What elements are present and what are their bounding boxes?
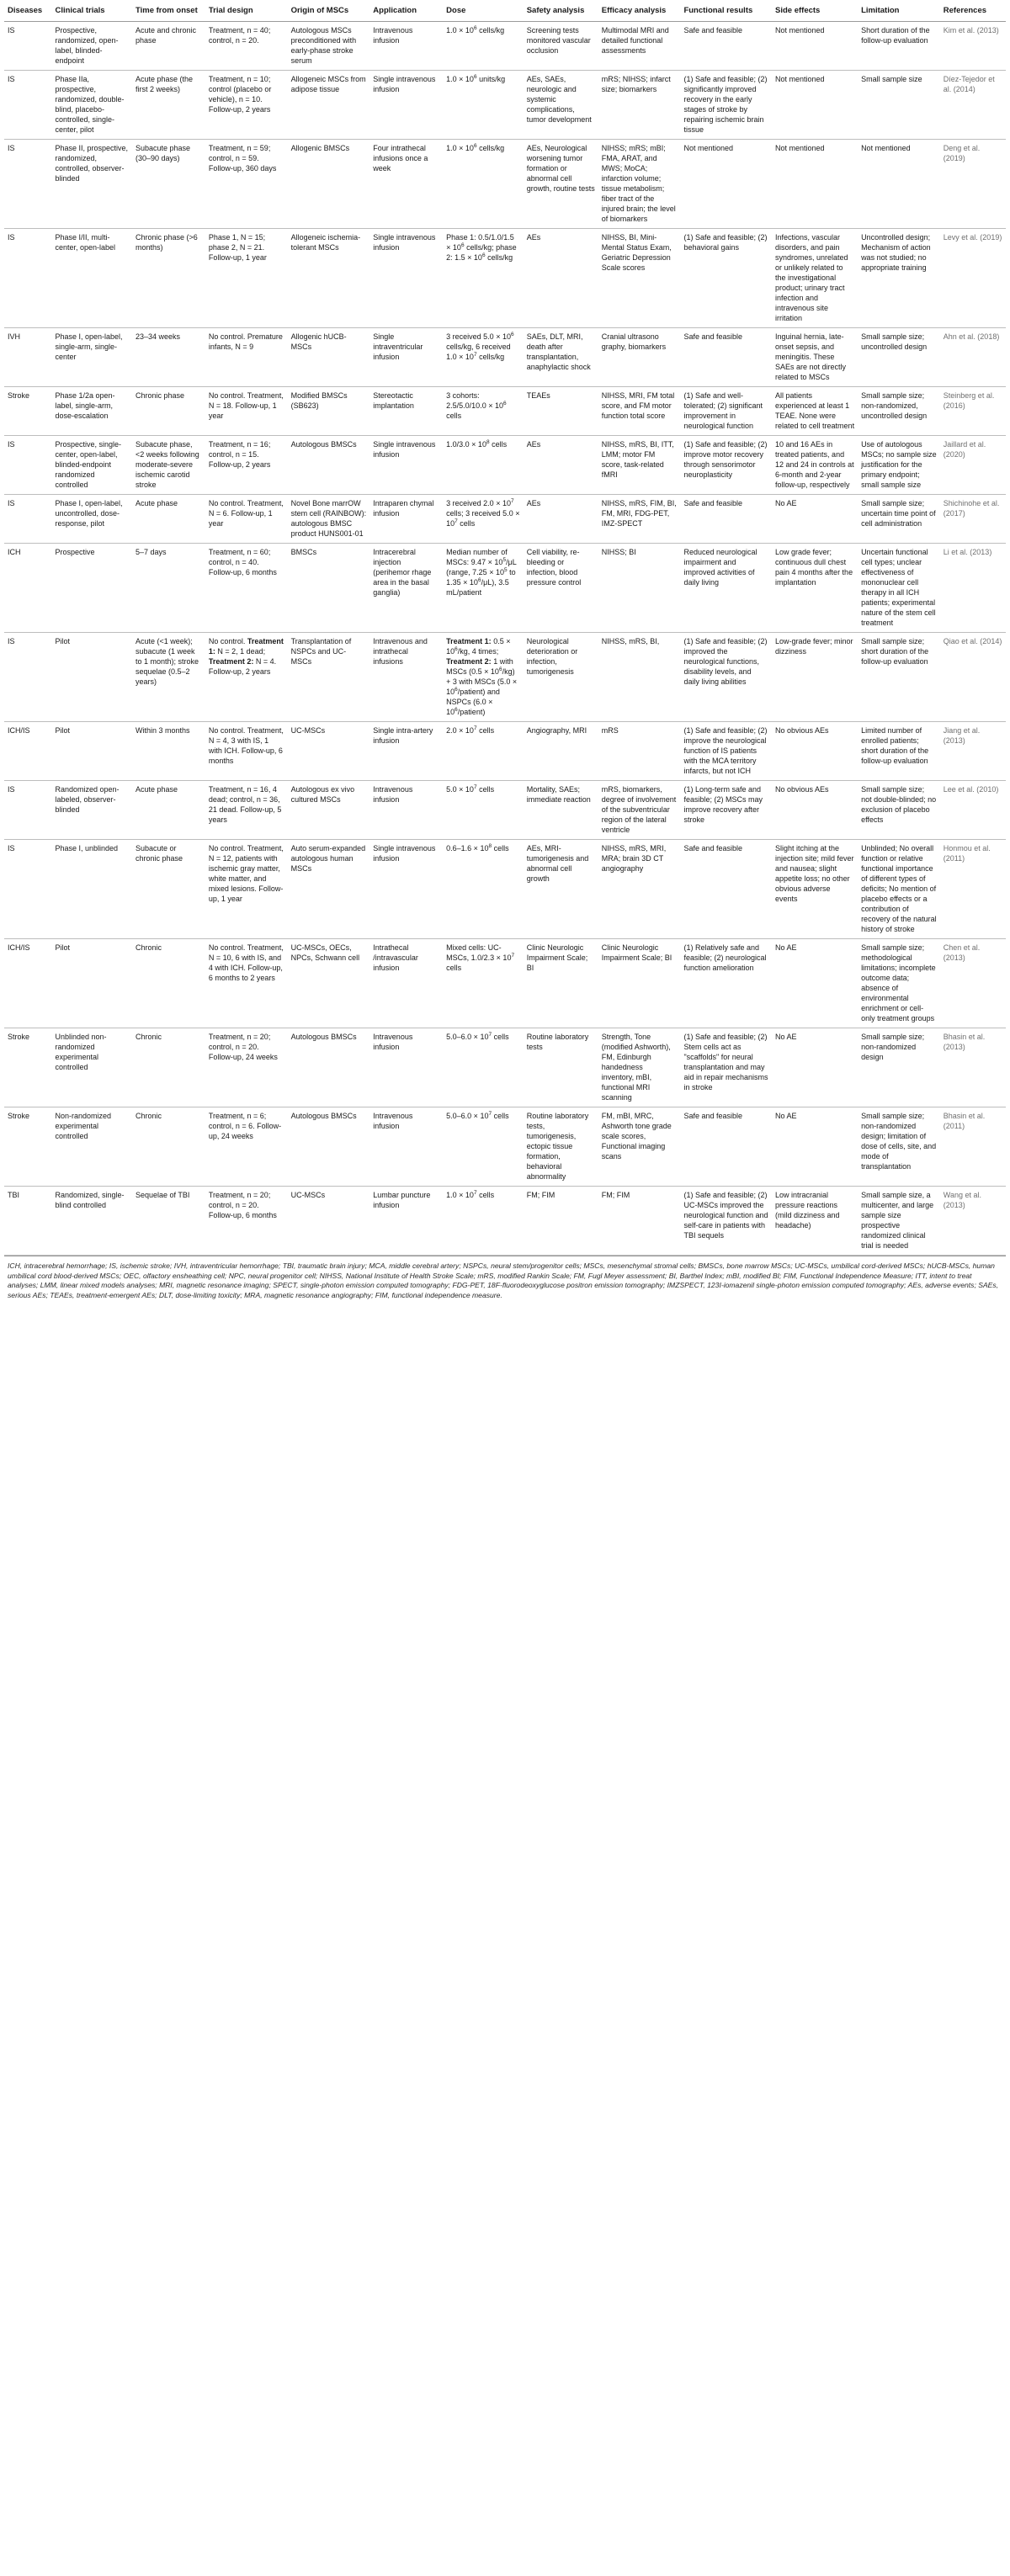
cell-clinical-trial: Prospective, randomized, open-label, blinded-endpoint bbox=[51, 22, 132, 71]
cell-trial-design: Treatment, n = 20; control, n = 20. Follow-up, 6 months bbox=[205, 1187, 288, 1256]
cell-line: No control. bbox=[208, 637, 246, 645]
cell-limitation: Short duration of the follow-up evaluation bbox=[858, 22, 940, 71]
cell-safety-analysis: Screening tests monitored vascular occlusion bbox=[524, 22, 598, 71]
cell-trial-design: Treatment, n = 16; control, n = 15. Follow-up, 2 years bbox=[205, 436, 288, 495]
column-header: Functional results bbox=[680, 3, 772, 22]
table-row bbox=[4, 436, 1006, 495]
table-row bbox=[4, 1187, 1006, 1256]
cell-line: 1 with MSCs $(0.5 \times 10^6/kg) + 3$ with MSCs $(5.0 \times 10^6/patient)$ and NSPCs $(6.0 \times 10^6/patient)$ bbox=[446, 657, 518, 716]
cell-disease: IS bbox=[4, 436, 51, 495]
cell-limitation: Small sample size bbox=[858, 71, 940, 140]
cell-msc-origin: Allogenic BMSCs bbox=[288, 140, 370, 229]
cell-disease: Stroke bbox=[4, 1107, 51, 1187]
cell-efficacy-analysis: Cranial ultrasono graphy, biomarkers bbox=[598, 328, 681, 387]
cell-safety-analysis: Mortality, SAEs; immediate reaction bbox=[524, 781, 598, 840]
cell-msc-origin: Novel Bone marrOW stem cell (RAINBOW): autologous BMSC product HUNS001-01 bbox=[288, 495, 370, 544]
cell-functional-results: (1) Safe and feasible; (2) significantly improved recovery in the early stages of stroke by repairing ischemic brain tissue bbox=[680, 71, 772, 140]
cell-functional-results: Safe and feasible bbox=[680, 328, 772, 387]
clinical-trials-table bbox=[4, 3, 1006, 1256]
cell-msc-origin: Autologous ex vivo cultured MSCs bbox=[288, 781, 370, 840]
cell-dose: $1.0 \times 10^7$ cells bbox=[443, 1187, 524, 1256]
cell-application: Intravenous and intrathecal infusions bbox=[369, 633, 443, 722]
table-row bbox=[4, 140, 1006, 229]
cell-clinical-trial: Phase 1/2a open-label, single-arm, dose-escalation bbox=[51, 387, 132, 436]
cell-clinical-trial: Phase I, open-label, uncontrolled, dose-response, pilot bbox=[51, 495, 132, 544]
cell-reference: Levy et al. (2019) bbox=[940, 229, 1006, 328]
cell-functional-results: Safe and feasible bbox=[680, 495, 772, 544]
cell-safety-analysis: AEs bbox=[524, 229, 598, 328]
table-row bbox=[4, 781, 1006, 840]
cell-side-effects: No AE bbox=[772, 1028, 858, 1107]
cell-disease: IS bbox=[4, 781, 51, 840]
cell-trial-design: Treatment, n = 60; control, n = 40. Follow-up, 6 months bbox=[205, 544, 288, 633]
cell-reference: Díez-Tejedor et al. (2014) bbox=[940, 71, 1006, 140]
cell-reference: Jiang et al. (2013) bbox=[940, 722, 1006, 781]
cell-trial-design: No control. Treatment, N = 10, 6 with IS, and 4 with ICH. Follow-up, 6 months to 2 years bbox=[205, 939, 288, 1028]
cell-efficacy-analysis: Multimodal MRI and detailed functional assessments bbox=[598, 22, 681, 71]
cell-line: $0.5 \times 10^6/kg$, 4 times; bbox=[446, 637, 511, 656]
cell-application: Single intravenous infusion bbox=[369, 840, 443, 939]
cell-limitation: Small sample size; uncontrolled design bbox=[858, 328, 940, 387]
cell-clinical-trial: Prospective bbox=[51, 544, 132, 633]
column-header: Application bbox=[369, 3, 443, 22]
cell-dose: 3 cohorts: $2.5/5.0/10.0 \times 10^6$ cells bbox=[443, 387, 524, 436]
cell-application: Intravenous infusion bbox=[369, 1028, 443, 1107]
cell-application: Single intravenous infusion bbox=[369, 229, 443, 328]
table-row bbox=[4, 1028, 1006, 1107]
cell-functional-results: Not mentioned bbox=[680, 140, 772, 229]
cell-time-from-onset: Acute phase bbox=[132, 495, 205, 544]
cell-limitation: Small sample size; methodological limitations; incomplete outcome data; absence of environmental enrichment or cell-only treatment groups bbox=[858, 939, 940, 1028]
cell-reference: Jaillard et al. (2020) bbox=[940, 436, 1006, 495]
column-header: Trial design bbox=[205, 3, 288, 22]
column-header: Time from onset bbox=[132, 3, 205, 22]
cell-msc-origin: Autologous MSCs preconditioned with early-phase stroke serum bbox=[288, 22, 370, 71]
cell-safety-analysis: TEAEs bbox=[524, 387, 598, 436]
cell-trial-design: Treatment, n = 16, 4 dead; control, n = 36, 21 dead. Follow-up, 5 years bbox=[205, 781, 288, 840]
cell-reference: Bhasin et al. (2011) bbox=[940, 1107, 1006, 1187]
cell-efficacy-analysis: mRS; NIHSS; infarct size; biomarkers bbox=[598, 71, 681, 140]
cell-functional-results: (1) Safe and feasible; (2) improve motor recovery through sensorimotor neuroplasticity bbox=[680, 436, 772, 495]
cell-application: Intravenous infusion bbox=[369, 1107, 443, 1187]
column-header: References bbox=[940, 3, 1006, 22]
cell-safety-analysis: SAEs, DLT, MRI, death after transplantation, anaphylactic shock bbox=[524, 328, 598, 387]
cell-safety-analysis: AEs bbox=[524, 436, 598, 495]
cell-efficacy-analysis: FM; FIM bbox=[598, 1187, 681, 1256]
cell-dose: $2.0 \times 10^7$ cells bbox=[443, 722, 524, 781]
cell-trial-design: No control. Treatment, N = 6. Follow-up, 1 year bbox=[205, 495, 288, 544]
cell-reference: Steinberg et al. (2016) bbox=[940, 387, 1006, 436]
cell-disease: IS bbox=[4, 633, 51, 722]
cell-msc-origin: UC-MSCs bbox=[288, 1187, 370, 1256]
cell-functional-results: (1) Long-term safe and feasible; (2) MSCs may improve recovery after stroke bbox=[680, 781, 772, 840]
column-header: Safety analysis bbox=[524, 3, 598, 22]
cell-dose bbox=[443, 633, 524, 722]
cell-efficacy-analysis: NIHSS, mRS, FIM, BI, FM, MRI, FDG-PET, IMZ-SPECT bbox=[598, 495, 681, 544]
cell-side-effects: 10 and 16 AEs in treated patients, and 12 and 24 in controls at 6-month and 2-year follow-up, respectively bbox=[772, 436, 858, 495]
cell-efficacy-analysis: Clinic Neurologic Impairment Scale; BI bbox=[598, 939, 681, 1028]
cell-application: Intrathecal /intravascular infusion bbox=[369, 939, 443, 1028]
cell-time-from-onset: Acute phase bbox=[132, 781, 205, 840]
cell-time-from-onset: Chronic bbox=[132, 939, 205, 1028]
cell-line: Treatment 2: N = 4. bbox=[208, 657, 277, 666]
cell-disease: IS bbox=[4, 22, 51, 71]
cell-efficacy-analysis: NIHSS; mRS; mBI; FMA, ARAT, and MWS; MoCA; infarction volume; tissue metabolism; fiber tract of the injured brain; the level of biomarkers bbox=[598, 140, 681, 229]
cell-functional-results: (1) Safe and feasible; (2) behavioral gains bbox=[680, 229, 772, 328]
table-row bbox=[4, 328, 1006, 387]
cell-safety-analysis: Neurological deterioration or infection, tumorigenesis bbox=[524, 633, 598, 722]
cell-functional-results: Safe and feasible bbox=[680, 22, 772, 71]
cell-efficacy-analysis: NIHSS, BI, Mini-Mental Status Exam, Geriatric Depression Scale scores bbox=[598, 229, 681, 328]
cell-dose: $5.0 \times 10^7$ cells bbox=[443, 781, 524, 840]
cell-safety-analysis: Routine laboratory tests bbox=[524, 1028, 598, 1107]
table-row bbox=[4, 633, 1006, 722]
cell-application: Four intrathecal infusions once a week bbox=[369, 140, 443, 229]
cell-clinical-trial: Unblinded non-randomized experimental controlled bbox=[51, 1028, 132, 1107]
header-row bbox=[4, 3, 1006, 22]
cell-msc-origin: Auto serum-expanded autologous human MSCs bbox=[288, 840, 370, 939]
table-footnote: ICH, intracerebral hemorrhage; IS, ischemic stroke; IVH, intraventricular hemorrhage; TBI, traumatic brain injury; MCA, middle cerebral artery; NSPCs, neural stem/progenitor cells; MSCs, mesenchymal stromal cells; BMSCs, bone marrow MSCs; UC-MSCs, umbilical cord-derived MSCs; hUCB-MSCs, human umbilical cord blood-derived MSCs; OEC, olfactory ensheathing cell; NPC, neural progenitor cell; NIHSS, National Institute of Health Stroke Scale; mRS, modified Rankin Scale; FM, Fugl Meyer assessment; BI, Barthel Index; mBI, modified BI; FIM, Functional Independence Measure; ITT, intent to treat analyses; LMM, linear mixed models analyses; MRI, magnetic resonance imaging; SPECT, single-photon emission computed tomography; FDG-PET, 18F-fluorodeoxyglucose positron emission tomography; IMZSPECT, 123I-iomazenil single-photon emission computed tomography; AEs, adverse events; SAEs, serious AEs; TEAEs, treatment-emergent AEs; DLT, dose-limiting toxicity; MRA, magnetic resonance angiography; FIM, functional independence measure. bbox=[4, 1256, 1006, 1300]
cell-time-from-onset: Acute (<1 week); subacute (1 week to 1 month); stroke sequelae (0.5–2 years) bbox=[132, 633, 205, 722]
cell-msc-origin: Modified BMSCs (SB623) bbox=[288, 387, 370, 436]
cell-side-effects: No AE bbox=[772, 1107, 858, 1187]
table-row bbox=[4, 387, 1006, 436]
column-header: Limitation bbox=[858, 3, 940, 22]
cell-reference: Shichinohe et al. (2017) bbox=[940, 495, 1006, 544]
column-header: Diseases bbox=[4, 3, 51, 22]
cell-limitation: Limited number of enrolled patients; short duration of the follow-up evaluation bbox=[858, 722, 940, 781]
cell-application: Lumbar puncture infusion bbox=[369, 1187, 443, 1256]
cell-disease: ICH/IS bbox=[4, 939, 51, 1028]
cell-limitation: Small sample size; non-randomized design; limitation of dose of cells, site, and mode of transplantation bbox=[858, 1107, 940, 1187]
cell-side-effects: No AE bbox=[772, 495, 858, 544]
cell-time-from-onset: Acute and chronic phase bbox=[132, 22, 205, 71]
cell-msc-origin: Allogeneic MSCs from adipose tissue bbox=[288, 71, 370, 140]
cell-disease: IS bbox=[4, 71, 51, 140]
cell-clinical-trial: Pilot bbox=[51, 722, 132, 781]
cell-time-from-onset: 5–7 days bbox=[132, 544, 205, 633]
table-row bbox=[4, 544, 1006, 633]
cell-limitation: Uncontrolled design; Mechanism of action was not studied; no appropriate training bbox=[858, 229, 940, 328]
cell-trial-design: Phase 1, N = 15; phase 2, N = 21. Follow-up, 1 year bbox=[205, 229, 288, 328]
column-header: Clinical trials bbox=[51, 3, 132, 22]
cell-side-effects: All patients experienced at least 1 TEAE. None were related to cell treatment bbox=[772, 387, 858, 436]
table-header bbox=[4, 3, 1006, 22]
cell-side-effects: Not mentioned bbox=[772, 71, 858, 140]
cell-application: Single intravenous infusion bbox=[369, 71, 443, 140]
cell-side-effects: Infections, vascular disorders, and pain syndromes, unrelated or unlikely related to the investigational product; urinary tract infection and intravenous site irritation bbox=[772, 229, 858, 328]
cell-application: Single intraventricular infusion bbox=[369, 328, 443, 387]
cell-side-effects: No obvious AEs bbox=[772, 722, 858, 781]
cell-application: Intravenous infusion bbox=[369, 781, 443, 840]
cell-functional-results: Safe and feasible bbox=[680, 840, 772, 939]
cell-efficacy-analysis: NIHSS, mRS, MRI, MRA; brain 3D CT angiography bbox=[598, 840, 681, 939]
cell-disease: IS bbox=[4, 495, 51, 544]
cell-limitation: Not mentioned bbox=[858, 140, 940, 229]
cell-application: Single intra-artery infusion bbox=[369, 722, 443, 781]
cell-safety-analysis: AEs, Neurological worsening tumor formation or abnormal cell growth, routine tests bbox=[524, 140, 598, 229]
cell-trial-design: Treatment, n = 10; control (placebo or vehicle), n = 10. Follow-up, 2 years bbox=[205, 71, 288, 140]
cell-limitation: Unblinded; No overall function or relative functional importance of different types of deficits; No mention of placebo effects or a contribution of recovery of the natural history of stroke bbox=[858, 840, 940, 939]
cell-functional-results: (1) Safe and well-tolerated; (2) significant improvement in neurological function bbox=[680, 387, 772, 436]
cell-msc-origin: Autologous BMSCs bbox=[288, 436, 370, 495]
table-row bbox=[4, 939, 1006, 1028]
cell-application: Intravenous infusion bbox=[369, 22, 443, 71]
cell-side-effects: Low grade fever; continuous dull chest pain 4 months after the implantation bbox=[772, 544, 858, 633]
cell-functional-results: (1) Safe and feasible; (2) improve the neurological function of IS patients with the MCA territory infarcts, but not ICH bbox=[680, 722, 772, 781]
cell-functional-results: Safe and feasible bbox=[680, 1107, 772, 1187]
cell-reference: Li et al. (2013) bbox=[940, 544, 1006, 633]
cell-limitation: Uncertain functional cell types; unclear effectiveness of mononuclear cell therapy in all ICH patients; experimental nature of the stem cell treatment bbox=[858, 544, 940, 633]
table-body bbox=[4, 22, 1006, 1256]
cell-clinical-trial: Prospective, single-center, open-label, blinded-endpoint randomized controlled bbox=[51, 436, 132, 495]
cell-clinical-trial: Non-randomized experimental controlled bbox=[51, 1107, 132, 1187]
cell-functional-results: (1) Relatively safe and feasible; (2) neurological function amelioration bbox=[680, 939, 772, 1028]
cell-dose: Phase 1: $0.5/1.0/1.5 \times 10^6$ cells/kg; phase 2: $1.5 \times 10^6$ cells/kg bbox=[443, 229, 524, 328]
cell-functional-results: (1) Safe and feasible; (2) Stem cells act as "scaffolds" for neural transplantation and may aid in repair mechanisms in stroke bbox=[680, 1028, 772, 1107]
cell-trial-design: No control. Treatment, N = 12, patients with ischemic gray matter, white matter, and mixed lesions. Follow-up, 1 year bbox=[205, 840, 288, 939]
cell-application: Single intravenous infusion bbox=[369, 436, 443, 495]
cell-safety-analysis: FM; FIM bbox=[524, 1187, 598, 1256]
cell-reference: Kim et al. (2013) bbox=[940, 22, 1006, 71]
cell-limitation: Small sample size; not double-blinded; no exclusion of placebo effects bbox=[858, 781, 940, 840]
cell-msc-origin: BMSCs bbox=[288, 544, 370, 633]
cell-msc-origin: Autologous BMSCs bbox=[288, 1107, 370, 1187]
cell-reference: Honmou et al. (2011) bbox=[940, 840, 1006, 939]
cell-dose: $1.0 \times 10^6$ cells/kg bbox=[443, 140, 524, 229]
cell-time-from-onset: 23–34 weeks bbox=[132, 328, 205, 387]
cell-limitation: Use of autologous MSCs; no sample size justification for the primary endpoint; small sample size bbox=[858, 436, 940, 495]
table-row bbox=[4, 22, 1006, 71]
cell-dose: 3 received $2.0 \times 10^7$ cells; 3 received $5.0 \times 10^7$ cells bbox=[443, 495, 524, 544]
cell-trial-design: Treatment, n = 59; control, n = 59. Follow-up, 360 days bbox=[205, 140, 288, 229]
cell-efficacy-analysis: NIHSS; BI bbox=[598, 544, 681, 633]
cell-efficacy-analysis: NIHSS, mRS, BI, bbox=[598, 633, 681, 722]
cell-msc-origin: UC-MSCs, OECs, NPCs, Schwann cell bbox=[288, 939, 370, 1028]
cell-trial-design: No control. Treatment, N = 18. Follow-up, 1 year bbox=[205, 387, 288, 436]
page bbox=[4, 0, 1006, 1300]
cell-dose: Median number of MSCs: $9.47 \times 10^5/\mu L$ (range, $7.25 \times 10^5$ to $1.35 \times 10^6/\mu L$), 3.5 mL/patient bbox=[443, 544, 524, 633]
cell-efficacy-analysis: mRS, biomarkers, degree of involvement of the subventricular region of the lateral ventricle bbox=[598, 781, 681, 840]
cell-trial-design: Treatment, n = 40; control, n = 20. bbox=[205, 22, 288, 71]
cell-time-from-onset: Chronic phase bbox=[132, 387, 205, 436]
cell-safety-analysis: Routine laboratory tests, tumorigenesis, ectopic tissue formation, behavioral abnormality bbox=[524, 1107, 598, 1187]
cell-clinical-trial: Randomized, single-blind controlled bbox=[51, 1187, 132, 1256]
cell-reference: Chen et al. (2013) bbox=[940, 939, 1006, 1028]
column-header: Origin of MSCs bbox=[288, 3, 370, 22]
cell-functional-results: Reduced neurological impairment and improved activities of daily living bbox=[680, 544, 772, 633]
cell-disease: Stroke bbox=[4, 387, 51, 436]
cell-safety-analysis: AEs, SAEs, neurologic and systemic complications, tumor development bbox=[524, 71, 598, 140]
column-header: Efficacy analysis bbox=[598, 3, 681, 22]
table-row bbox=[4, 722, 1006, 781]
cell-reference: Ahn et al. (2018) bbox=[940, 328, 1006, 387]
cell-application: Intraparen chymal infusion bbox=[369, 495, 443, 544]
cell-disease: Stroke bbox=[4, 1028, 51, 1107]
cell-clinical-trial: Pilot bbox=[51, 633, 132, 722]
cell-clinical-trial: Phase I, unblinded bbox=[51, 840, 132, 939]
cell-side-effects: Not mentioned bbox=[772, 140, 858, 229]
cell-time-from-onset: Within 3 months bbox=[132, 722, 205, 781]
cell-line: Treatment 1: bbox=[446, 637, 492, 645]
cell-reference: Bhasin et al. (2013) bbox=[940, 1028, 1006, 1107]
cell-trial-design: No control. Premature infants, N = 9 bbox=[205, 328, 288, 387]
cell-trial-design: Treatment, n = 6; control, n = 6. Follow-up, 24 weeks bbox=[205, 1107, 288, 1187]
cell-application: Stereotactic implantation bbox=[369, 387, 443, 436]
cell-side-effects: Not mentioned bbox=[772, 22, 858, 71]
cell-side-effects: No AE bbox=[772, 939, 858, 1028]
cell-msc-origin: Allogeneic ischemia-tolerant MSCs bbox=[288, 229, 370, 328]
cell-limitation: Small sample size, a multicenter, and large sample size prospective randomized clinical trial is needed bbox=[858, 1187, 940, 1256]
cell-efficacy-analysis: NIHSS, mRS, BI, ITT, LMM; motor FM score, task-related fMRI bbox=[598, 436, 681, 495]
cell-limitation: Small sample size; short duration of the follow-up evaluation bbox=[858, 633, 940, 722]
cell-disease: ICH bbox=[4, 544, 51, 633]
cell-limitation: Small sample size; uncertain time point of cell administration bbox=[858, 495, 940, 544]
cell-side-effects: Low intracranial pressure reactions (mild dizziness and headache) bbox=[772, 1187, 858, 1256]
cell-line: Treatment 1: N = 2, 1 dead; bbox=[208, 637, 284, 656]
column-header: Side effects bbox=[772, 3, 858, 22]
cell-clinical-trial: Phase I, open-label, single-arm, single-center bbox=[51, 328, 132, 387]
cell-time-from-onset: Subacute or chronic phase bbox=[132, 840, 205, 939]
cell-functional-results: (1) Safe and feasible; (2) UC-MSCs improved the neurological function and self-care in patients with TBI sequels bbox=[680, 1187, 772, 1256]
cell-line: Treatment 2: bbox=[446, 657, 492, 666]
table-row bbox=[4, 1107, 1006, 1187]
cell-disease: TBI bbox=[4, 1187, 51, 1256]
cell-disease: IS bbox=[4, 140, 51, 229]
cell-application: Intracerebral injection (perihemor rhage area in the basal ganglia) bbox=[369, 544, 443, 633]
cell-side-effects: No obvious AEs bbox=[772, 781, 858, 840]
cell-safety-analysis: Clinic Neurologic Impairment Scale; BI bbox=[524, 939, 598, 1028]
cell-clinical-trial: Randomized open-labeled, observer-blinded bbox=[51, 781, 132, 840]
cell-disease: IS bbox=[4, 229, 51, 328]
cell-safety-analysis: AEs bbox=[524, 495, 598, 544]
cell-time-from-onset: Subacute phase, <2 weeks following moderate-severe ischemic carotid stroke bbox=[132, 436, 205, 495]
cell-limitation: Small sample size; non-randomized design bbox=[858, 1028, 940, 1107]
cell-dose: $1.0 \times 10^6$ cells/kg bbox=[443, 22, 524, 71]
cell-reference: Lee et al. (2010) bbox=[940, 781, 1006, 840]
cell-safety-analysis: AEs, MRI-tumorigenesis and abnormal cell growth bbox=[524, 840, 598, 939]
cell-safety-analysis: Cell viability, re-bleeding or infection, blood pressure control bbox=[524, 544, 598, 633]
table-row bbox=[4, 229, 1006, 328]
cell-clinical-trial: Phase IIa, prospective, randomized, double-blind, placebo-controlled, single-center, pilot bbox=[51, 71, 132, 140]
cell-msc-origin: Allogenic hUCB-MSCs bbox=[288, 328, 370, 387]
cell-msc-origin: UC-MSCs bbox=[288, 722, 370, 781]
cell-dose: $5.0-6.0 \times 10^7$ cells bbox=[443, 1028, 524, 1107]
cell-trial-design: Treatment, n = 20; control, n = 20. Follow-up, 24 weeks bbox=[205, 1028, 288, 1107]
cell-side-effects: Inguinal hernia, late-onset sepsis, and meningitis. These SAEs are not directly related to MSCs bbox=[772, 328, 858, 387]
cell-disease: IVH bbox=[4, 328, 51, 387]
cell-functional-results: (1) Safe and feasible; (2) improved the neurological functions, disability levels, and daily living abilities bbox=[680, 633, 772, 722]
cell-safety-analysis: Angiography, MRI bbox=[524, 722, 598, 781]
cell-line: Follow-up, 2 years bbox=[208, 667, 271, 676]
cell-efficacy-analysis: mRS bbox=[598, 722, 681, 781]
cell-dose: $0.6-1.6 \times 10^8$ cells bbox=[443, 840, 524, 939]
cell-msc-origin: Autologous BMSCs bbox=[288, 1028, 370, 1107]
cell-limitation: Small sample size; non-randomized, uncontrolled design bbox=[858, 387, 940, 436]
table-row bbox=[4, 840, 1006, 939]
table-row bbox=[4, 71, 1006, 140]
cell-clinical-trial: Phase II, prospective, randomized, controlled, observer-blinded bbox=[51, 140, 132, 229]
cell-trial-design bbox=[205, 633, 288, 722]
cell-dose: $1.0 \times 10^6$ units/kg bbox=[443, 71, 524, 140]
cell-time-from-onset: Sequelae of TBI bbox=[132, 1187, 205, 1256]
cell-reference: Wang et al. (2013) bbox=[940, 1187, 1006, 1256]
cell-msc-origin: Transplantation of NSPCs and UC-MSCs bbox=[288, 633, 370, 722]
cell-efficacy-analysis: FM, mBI, MRC, Ashworth tone grade scale scores, Functional imaging scans bbox=[598, 1107, 681, 1187]
cell-dose: $5.0-6.0 \times 10^7$ cells bbox=[443, 1107, 524, 1187]
cell-disease: IS bbox=[4, 840, 51, 939]
cell-dose: Mixed cells: UC-MSCs, $1.0/2.3 \times 10^7$ cells bbox=[443, 939, 524, 1028]
table-row bbox=[4, 495, 1006, 544]
cell-time-from-onset: Chronic bbox=[132, 1028, 205, 1107]
cell-disease: ICH/IS bbox=[4, 722, 51, 781]
cell-time-from-onset: Subacute phase (30–90 days) bbox=[132, 140, 205, 229]
cell-trial-design: No control. Treatment, N = 4, 3 with IS, 1 with ICH. Follow-up, 6 months bbox=[205, 722, 288, 781]
cell-efficacy-analysis: NIHSS, MRI, FM total score, and FM motor function total score bbox=[598, 387, 681, 436]
cell-time-from-onset: Chronic bbox=[132, 1107, 205, 1187]
cell-time-from-onset: Acute phase (the first 2 weeks) bbox=[132, 71, 205, 140]
cell-clinical-trial: Pilot bbox=[51, 939, 132, 1028]
cell-side-effects: Low-grade fever; minor dizziness bbox=[772, 633, 858, 722]
cell-clinical-trial: Phase I/II, multi-center, open-label bbox=[51, 229, 132, 328]
cell-side-effects: Slight itching at the injection site; mild fever and nausea; slight appetite loss; no other obvious adverse events bbox=[772, 840, 858, 939]
cell-reference: Deng et al. (2019) bbox=[940, 140, 1006, 229]
cell-dose: $1.0/3.0 \times 10^8$ cells bbox=[443, 436, 524, 495]
column-header: Dose bbox=[443, 3, 524, 22]
cell-efficacy-analysis: Strength, Tone (modified Ashworth), FM, Edinburgh handedness inventory, mBI, functional MRI scanning bbox=[598, 1028, 681, 1107]
cell-time-from-onset: Chronic phase (>6 months) bbox=[132, 229, 205, 328]
cell-reference: Qiao et al. (2014) bbox=[940, 633, 1006, 722]
cell-dose: 3 received $5.0 \times 10^6$ cells/kg, 6 received $1.0 \times 10^7$ cells/kg bbox=[443, 328, 524, 387]
